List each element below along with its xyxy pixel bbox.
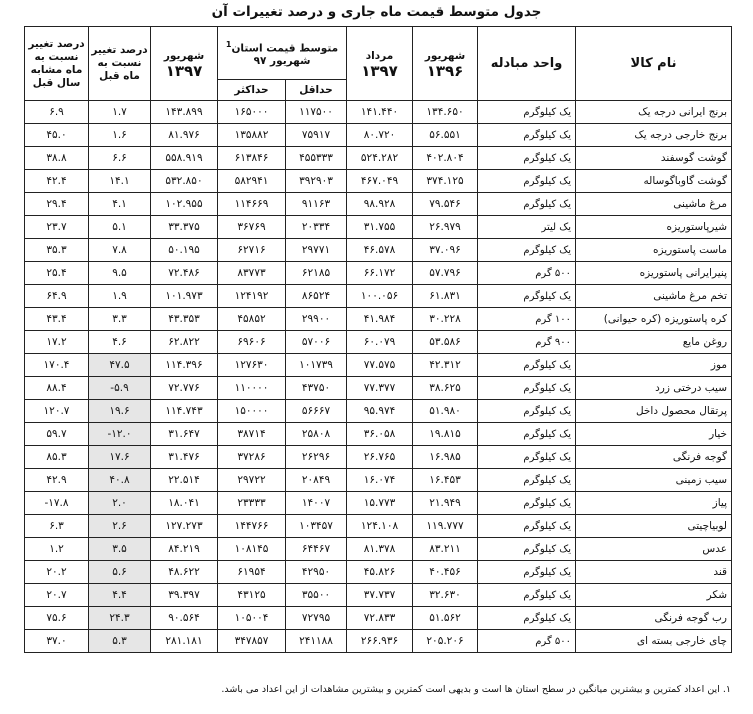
cell-shahrivar-96: ۸۳.۲۱۱ xyxy=(413,538,478,561)
header-unit: واحد مبادله xyxy=(478,27,576,101)
cell-max: ۳۴۷۸۵۷ xyxy=(218,630,286,653)
cell-unit: یک کیلوگرم xyxy=(478,446,576,469)
cell-pct-month: -۵.۹ xyxy=(89,377,151,400)
cell-shahrivar-97: ۱۱۴.۷۴۳ xyxy=(151,400,218,423)
table-row xyxy=(25,630,732,653)
header-mordad-97 xyxy=(347,27,413,101)
cell-name: تخم مرغ ماشینی xyxy=(576,285,732,308)
table-row xyxy=(25,377,732,400)
cell-shahrivar-96: ۳۰.۲۲۸ xyxy=(413,308,478,331)
header-min: حداقل xyxy=(286,80,347,101)
cell-min: ۱۱۷۵۰۰ xyxy=(286,101,347,124)
cell-shahrivar-97: ۳۱.۶۴۷ xyxy=(151,423,218,446)
cell-mordad-97: ۷۷.۵۷۵ xyxy=(347,354,413,377)
cell-max: ۱۲۷۶۳۰ xyxy=(218,354,286,377)
cell-unit: یک کیلوگرم xyxy=(478,607,576,630)
cell-name: سیب درختی زرد xyxy=(576,377,732,400)
cell-min: ۲۹۷۷۱ xyxy=(286,239,347,262)
cell-shahrivar-96: ۳۷.۰۹۶ xyxy=(413,239,478,262)
cell-pct-month: ۱.۶ xyxy=(89,124,151,147)
cell-mordad-97: ۲۶۶.۹۳۶ xyxy=(347,630,413,653)
cell-shahrivar-97: ۸۱.۹۷۶ xyxy=(151,124,218,147)
cell-name: شیرپاستوریزه xyxy=(576,216,732,239)
table-row xyxy=(25,331,732,354)
cell-pct-month: ۳.۵ xyxy=(89,538,151,561)
table-row xyxy=(25,308,732,331)
table-row xyxy=(25,515,732,538)
cell-shahrivar-96: ۲۰۵.۲۰۶ xyxy=(413,630,478,653)
table-row xyxy=(25,400,732,423)
cell-name: عدس xyxy=(576,538,732,561)
header-avg-province xyxy=(218,27,347,80)
cell-min: ۲۹۹۰۰ xyxy=(286,308,347,331)
header-shahrivar-96 xyxy=(413,27,478,101)
cell-shahrivar-96: ۶۱.۸۳۱ xyxy=(413,285,478,308)
cell-pct-year: ۲۵.۴ xyxy=(25,262,89,285)
cell-min: ۱۴۰۰۷ xyxy=(286,492,347,515)
header-mordad-label: مرداد xyxy=(365,49,394,62)
cell-mordad-97: ۱۲۴.۱۰۸ xyxy=(347,515,413,538)
header-shahrivar-96-label: شهریور xyxy=(424,49,466,62)
cell-shahrivar-96: ۵۷.۷۹۶ xyxy=(413,262,478,285)
cell-pct-month: ۲.۰ xyxy=(89,492,151,515)
cell-mordad-97: ۱۰۰.۰۵۶ xyxy=(347,285,413,308)
cell-unit: ۵۰۰ گرم xyxy=(478,630,576,653)
cell-name: پرتقال محصول داخل xyxy=(576,400,732,423)
cell-min: ۴۵۵۳۳۳ xyxy=(286,147,347,170)
cell-pct-month: ۴۷.۵ xyxy=(89,354,151,377)
cell-name: کره پاستوریزه (کره حیوانی) xyxy=(576,308,732,331)
cell-pct-month: ۹.۵ xyxy=(89,262,151,285)
table-row xyxy=(25,216,732,239)
cell-max: ۵۸۲۹۴۱ xyxy=(218,170,286,193)
cell-min: ۴۳۷۵۰ xyxy=(286,377,347,400)
cell-shahrivar-96: ۳۸.۶۲۵ xyxy=(413,377,478,400)
cell-max: ۱۲۴۱۹۲ xyxy=(218,285,286,308)
cell-pct-year: ۲۰.۲ xyxy=(25,561,89,584)
cell-pct-year: ۱۷۰.۴ xyxy=(25,354,89,377)
cell-shahrivar-97: ۷۲.۴۸۶ xyxy=(151,262,218,285)
cell-max: ۱۳۵۸۸۲ xyxy=(218,124,286,147)
cell-mordad-97: ۴۶۷.۰۴۹ xyxy=(347,170,413,193)
cell-unit: ۱۰۰ گرم xyxy=(478,308,576,331)
cell-mordad-97: ۳۶.۰۵۸ xyxy=(347,423,413,446)
cell-shahrivar-97: ۹۰.۵۶۴ xyxy=(151,607,218,630)
cell-mordad-97: ۸۱.۳۷۸ xyxy=(347,538,413,561)
cell-pct-year: ۳۸.۸ xyxy=(25,147,89,170)
cell-mordad-97: ۶۶.۱۷۲ xyxy=(347,262,413,285)
table-row xyxy=(25,262,732,285)
header-pct-month: درصد تغییر نسبت به ماه قبل xyxy=(89,27,151,101)
cell-pct-year: -۱۷.۸ xyxy=(25,492,89,515)
header-shahrivar-97-col-label: شهریور xyxy=(163,49,205,62)
cell-unit: یک کیلوگرم xyxy=(478,469,576,492)
cell-shahrivar-96: ۵۱.۵۶۲ xyxy=(413,607,478,630)
cell-shahrivar-97: ۲۸۱.۱۸۱ xyxy=(151,630,218,653)
cell-name: پنیرایرانی پاستوریزه xyxy=(576,262,732,285)
cell-unit: یک کیلوگرم xyxy=(478,285,576,308)
cell-mordad-97: ۹۸.۹۲۸ xyxy=(347,193,413,216)
cell-pct-year: ۷۵.۶ xyxy=(25,607,89,630)
cell-min: ۷۵۹۱۷ xyxy=(286,124,347,147)
cell-name: مرغ ماشینی xyxy=(576,193,732,216)
cell-shahrivar-97: ۳۳.۳۷۵ xyxy=(151,216,218,239)
cell-min: ۲۴۱۱۸۸ xyxy=(286,630,347,653)
cell-max: ۳۶۷۶۹ xyxy=(218,216,286,239)
cell-min: ۱۰۱۷۳۹ xyxy=(286,354,347,377)
cell-shahrivar-97: ۷۲.۷۷۶ xyxy=(151,377,218,400)
cell-unit: یک کیلوگرم xyxy=(478,147,576,170)
cell-mordad-97: ۴۵.۸۲۶ xyxy=(347,561,413,584)
cell-max: ۱۱۴۶۶۹ xyxy=(218,193,286,216)
header-max: حداکثر xyxy=(218,80,286,101)
cell-pct-month: ۱.۹ xyxy=(89,285,151,308)
cell-min: ۶۲۱۸۵ xyxy=(286,262,347,285)
cell-unit: یک کیلوگرم xyxy=(478,170,576,193)
cell-max: ۱۴۴۷۶۶ xyxy=(218,515,286,538)
cell-unit: یک کیلوگرم xyxy=(478,423,576,446)
cell-pct-month: ۴.۱ xyxy=(89,193,151,216)
cell-name: ماست پاستوریزه xyxy=(576,239,732,262)
header-pct-year: درصد تغییر نسبت به ماه مشابه سال قبل xyxy=(25,27,89,101)
cell-pct-month: ۶.۶ xyxy=(89,147,151,170)
cell-shahrivar-97: ۲۲.۵۱۴ xyxy=(151,469,218,492)
cell-mordad-97: ۷۷.۳۷۷ xyxy=(347,377,413,400)
cell-name: سیب زمینی xyxy=(576,469,732,492)
cell-max: ۶۱۳۸۴۶ xyxy=(218,147,286,170)
cell-name: برنج خارجی درجه یک xyxy=(576,124,732,147)
table-row xyxy=(25,147,732,170)
cell-shahrivar-96: ۲۶.۹۷۹ xyxy=(413,216,478,239)
cell-shahrivar-97: ۶۲.۸۲۲ xyxy=(151,331,218,354)
cell-min: ۳۹۲۹۰۳ xyxy=(286,170,347,193)
cell-name: چای خارجی بسته ای xyxy=(576,630,732,653)
cell-name: گوجه فرنگی xyxy=(576,446,732,469)
cell-mordad-97: ۹۵.۹۷۴ xyxy=(347,400,413,423)
cell-name: برنج ایرانی درجه یک xyxy=(576,101,732,124)
cell-shahrivar-97: ۵۰.۱۹۵ xyxy=(151,239,218,262)
table-row xyxy=(25,239,732,262)
cell-pct-month: ۱۹.۶ xyxy=(89,400,151,423)
cell-shahrivar-97: ۴۸.۶۲۲ xyxy=(151,561,218,584)
cell-mordad-97: ۶۰.۰۷۹ xyxy=(347,331,413,354)
cell-max: ۴۳۱۲۵ xyxy=(218,584,286,607)
cell-min: ۴۲۹۵۰ xyxy=(286,561,347,584)
header-year-1397: ۱۳۹۷ xyxy=(165,61,203,80)
cell-pct-year: ۳۵.۳ xyxy=(25,239,89,262)
cell-name: موز xyxy=(576,354,732,377)
cell-pct-month: ۳.۳ xyxy=(89,308,151,331)
cell-pct-year: ۲۰.۷ xyxy=(25,584,89,607)
cell-pct-month: ۱۴.۱ xyxy=(89,170,151,193)
header-name: نام کالا xyxy=(576,27,732,101)
table-row xyxy=(25,446,732,469)
cell-unit: یک کیلوگرم xyxy=(478,101,576,124)
cell-min: ۸۶۵۲۴ xyxy=(286,285,347,308)
cell-unit: یک کیلوگرم xyxy=(478,193,576,216)
cell-max: ۶۲۷۱۶ xyxy=(218,239,286,262)
cell-shahrivar-97: ۱۲۷.۲۷۳ xyxy=(151,515,218,538)
cell-unit: یک لیتر xyxy=(478,216,576,239)
cell-pct-year: ۲۹.۴ xyxy=(25,193,89,216)
cell-mordad-97: ۱۴۱.۴۴۰ xyxy=(347,101,413,124)
cell-shahrivar-97: ۴۳.۳۵۳ xyxy=(151,308,218,331)
cell-max: ۱۱۰۰۰۰ xyxy=(218,377,286,400)
cell-max: ۴۵۸۵۲ xyxy=(218,308,286,331)
cell-mordad-97: ۴۱.۹۸۴ xyxy=(347,308,413,331)
header-shahrivar-97-label: شهریور ۹۷ xyxy=(253,55,311,68)
cell-pct-month: ۷.۸ xyxy=(89,239,151,262)
cell-shahrivar-97: ۱۴۳.۸۹۹ xyxy=(151,101,218,124)
cell-pct-year: ۸۵.۳ xyxy=(25,446,89,469)
cell-max: ۳۸۷۱۴ xyxy=(218,423,286,446)
cell-min: ۳۵۵۰۰ xyxy=(286,584,347,607)
cell-shahrivar-96: ۲۱.۹۴۹ xyxy=(413,492,478,515)
cell-max: ۱۰۸۱۴۵ xyxy=(218,538,286,561)
table-row xyxy=(25,607,732,630)
cell-unit: یک کیلوگرم xyxy=(478,124,576,147)
cell-min: ۲۰۳۳۴ xyxy=(286,216,347,239)
cell-shahrivar-97: ۳۹.۳۹۷ xyxy=(151,584,218,607)
cell-min: ۹۱۱۶۳ xyxy=(286,193,347,216)
cell-name: پیاز xyxy=(576,492,732,515)
cell-shahrivar-96: ۱۱۹.۷۷۷ xyxy=(413,515,478,538)
cell-mordad-97: ۵۲۴.۲۸۲ xyxy=(347,147,413,170)
cell-name: رب گوجه فرنگی xyxy=(576,607,732,630)
cell-shahrivar-97: ۱۰۲.۹۵۵ xyxy=(151,193,218,216)
footnote: ۱. این اعداد کمترین و بیشترین میانگین در سطح استان ها است و بدیهی است کمترین و بیشترین مشاهدات از این اعداد می باشد. xyxy=(221,684,731,695)
table-row xyxy=(25,469,732,492)
cell-pct-month: ۲.۶ xyxy=(89,515,151,538)
cell-mordad-97: ۳۷.۷۳۷ xyxy=(347,584,413,607)
cell-min: ۲۵۸۰۸ xyxy=(286,423,347,446)
cell-pct-year: ۳۷.۰ xyxy=(25,630,89,653)
cell-min: ۵۷۰۰۶ xyxy=(286,331,347,354)
price-table xyxy=(24,26,732,653)
cell-shahrivar-96: ۱۹.۸۱۵ xyxy=(413,423,478,446)
cell-unit: یک کیلوگرم xyxy=(478,239,576,262)
cell-shahrivar-96: ۵۱.۹۸۰ xyxy=(413,400,478,423)
cell-unit: یک کیلوگرم xyxy=(478,515,576,538)
cell-mordad-97: ۴۶.۵۷۸ xyxy=(347,239,413,262)
cell-max: ۱۵۰۰۰۰ xyxy=(218,400,286,423)
cell-name: شکر xyxy=(576,584,732,607)
cell-name: گوشت گوسفند xyxy=(576,147,732,170)
table-row xyxy=(25,584,732,607)
cell-mordad-97: ۱۵.۷۷۳ xyxy=(347,492,413,515)
cell-mordad-97: ۷۲.۸۳۳ xyxy=(347,607,413,630)
footnote-marker: 1 xyxy=(225,39,232,49)
cell-shahrivar-96: ۴۰۲.۸۰۴ xyxy=(413,147,478,170)
cell-min: ۲۶۲۹۶ xyxy=(286,446,347,469)
cell-pct-year: ۴۵.۰ xyxy=(25,124,89,147)
cell-shahrivar-97: ۵۳۲.۸۵۰ xyxy=(151,170,218,193)
cell-mordad-97: ۱۶.۰۷۴ xyxy=(347,469,413,492)
cell-pct-year: ۶.۳ xyxy=(25,515,89,538)
cell-pct-year: ۵۹.۷ xyxy=(25,423,89,446)
cell-max: ۱۶۵۰۰۰ xyxy=(218,101,286,124)
cell-shahrivar-97: ۱۰۱.۹۷۳ xyxy=(151,285,218,308)
cell-min: ۶۴۴۶۷ xyxy=(286,538,347,561)
cell-pct-year: ۸۸.۴ xyxy=(25,377,89,400)
cell-mordad-97: ۳۱.۷۵۵ xyxy=(347,216,413,239)
cell-unit: یک کیلوگرم xyxy=(478,538,576,561)
cell-shahrivar-96: ۳۲.۶۳۰ xyxy=(413,584,478,607)
cell-unit: یک کیلوگرم xyxy=(478,492,576,515)
cell-shahrivar-96: ۱۶.۴۵۳ xyxy=(413,469,478,492)
cell-pct-year: ۴۲.۹ xyxy=(25,469,89,492)
header-shahrivar-97 xyxy=(151,27,218,101)
cell-max: ۲۹۷۲۲ xyxy=(218,469,286,492)
table-title: جدول متوسط قیمت ماه جاری و درصد تغییرات آن xyxy=(211,4,542,20)
cell-pct-month: ۴۰.۸ xyxy=(89,469,151,492)
cell-pct-month: ۴.۴ xyxy=(89,584,151,607)
header-year-1397-mordad: ۱۳۹۷ xyxy=(361,61,398,80)
cell-shahrivar-96: ۱۳۴.۶۵۰ xyxy=(413,101,478,124)
table-row xyxy=(25,538,732,561)
cell-pct-year: ۲۳.۷ xyxy=(25,216,89,239)
cell-shahrivar-96: ۱۶.۹۸۵ xyxy=(413,446,478,469)
cell-shahrivar-96: ۳۷۴.۱۲۵ xyxy=(413,170,478,193)
table-row xyxy=(25,423,732,446)
table-row xyxy=(25,170,732,193)
cell-min: ۱۰۳۴۵۷ xyxy=(286,515,347,538)
cell-shahrivar-97: ۸۴.۲۱۹ xyxy=(151,538,218,561)
cell-pct-month: ۵.۳ xyxy=(89,630,151,653)
cell-pct-month: -۱۲.۰ xyxy=(89,423,151,446)
cell-pct-month: ۴.۶ xyxy=(89,331,151,354)
table-row xyxy=(25,561,732,584)
cell-name: روغن مایع xyxy=(576,331,732,354)
cell-shahrivar-96: ۵۳.۵۸۶ xyxy=(413,331,478,354)
table-row xyxy=(25,193,732,216)
cell-shahrivar-96: ۴۲.۳۱۲ xyxy=(413,354,478,377)
cell-shahrivar-96: ۴۰.۴۵۶ xyxy=(413,561,478,584)
cell-shahrivar-97: ۱۱۴.۳۹۶ xyxy=(151,354,218,377)
cell-shahrivar-97: ۵۵۸.۹۱۹ xyxy=(151,147,218,170)
cell-unit: یک کیلوگرم xyxy=(478,561,576,584)
cell-max: ۶۹۶۰۶ xyxy=(218,331,286,354)
header-avg-province-label: متوسط قیمت استان xyxy=(231,42,339,55)
cell-pct-month: ۱۷.۶ xyxy=(89,446,151,469)
cell-pct-month: ۵.۶ xyxy=(89,561,151,584)
cell-shahrivar-96: ۷۹.۵۴۶ xyxy=(413,193,478,216)
cell-max: ۱۰۵۰۰۴ xyxy=(218,607,286,630)
cell-min: ۵۶۶۶۷ xyxy=(286,400,347,423)
cell-pct-year: ۱۷.۲ xyxy=(25,331,89,354)
cell-name: قند xyxy=(576,561,732,584)
header-year-1396: ۱۳۹۶ xyxy=(426,61,464,80)
table-row xyxy=(25,354,732,377)
cell-unit: یک کیلوگرم xyxy=(478,584,576,607)
cell-min: ۷۲۷۹۵ xyxy=(286,607,347,630)
cell-shahrivar-97: ۳۱.۴۷۶ xyxy=(151,446,218,469)
table-row xyxy=(25,124,732,147)
cell-pct-month: ۱.۷ xyxy=(89,101,151,124)
cell-max: ۶۱۹۵۴ xyxy=(218,561,286,584)
cell-max: ۸۳۷۷۳ xyxy=(218,262,286,285)
cell-name: لوبیاچیتی xyxy=(576,515,732,538)
cell-pct-year: ۴۲.۴ xyxy=(25,170,89,193)
cell-pct-year: ۶.۹ xyxy=(25,101,89,124)
cell-name: گوشت گاوباگوساله xyxy=(576,170,732,193)
cell-max: ۲۳۳۳۳ xyxy=(218,492,286,515)
table-row xyxy=(25,492,732,515)
cell-pct-year: ۶۴.۹ xyxy=(25,285,89,308)
cell-pct-month: ۵.۱ xyxy=(89,216,151,239)
cell-max: ۳۷۲۸۶ xyxy=(218,446,286,469)
cell-unit: ۹۰۰ گرم xyxy=(478,331,576,354)
cell-unit: ۵۰۰ گرم xyxy=(478,262,576,285)
cell-pct-month: ۲۴.۳ xyxy=(89,607,151,630)
cell-shahrivar-96: ۵۶.۵۵۱ xyxy=(413,124,478,147)
cell-pct-year: ۴۳.۴ xyxy=(25,308,89,331)
cell-unit: یک کیلوگرم xyxy=(478,354,576,377)
cell-min: ۲۰۸۴۹ xyxy=(286,469,347,492)
cell-name: خیار xyxy=(576,423,732,446)
cell-mordad-97: ۸۰.۷۲۰ xyxy=(347,124,413,147)
cell-mordad-97: ۲۶.۷۶۵ xyxy=(347,446,413,469)
table-row xyxy=(25,285,732,308)
cell-pct-year: ۱.۲ xyxy=(25,538,89,561)
cell-pct-year: ۱۲۰.۷ xyxy=(25,400,89,423)
cell-unit: یک کیلوگرم xyxy=(478,400,576,423)
table-row xyxy=(25,101,732,124)
cell-shahrivar-97: ۱۸.۰۴۱ xyxy=(151,492,218,515)
cell-unit: یک کیلوگرم xyxy=(478,377,576,400)
